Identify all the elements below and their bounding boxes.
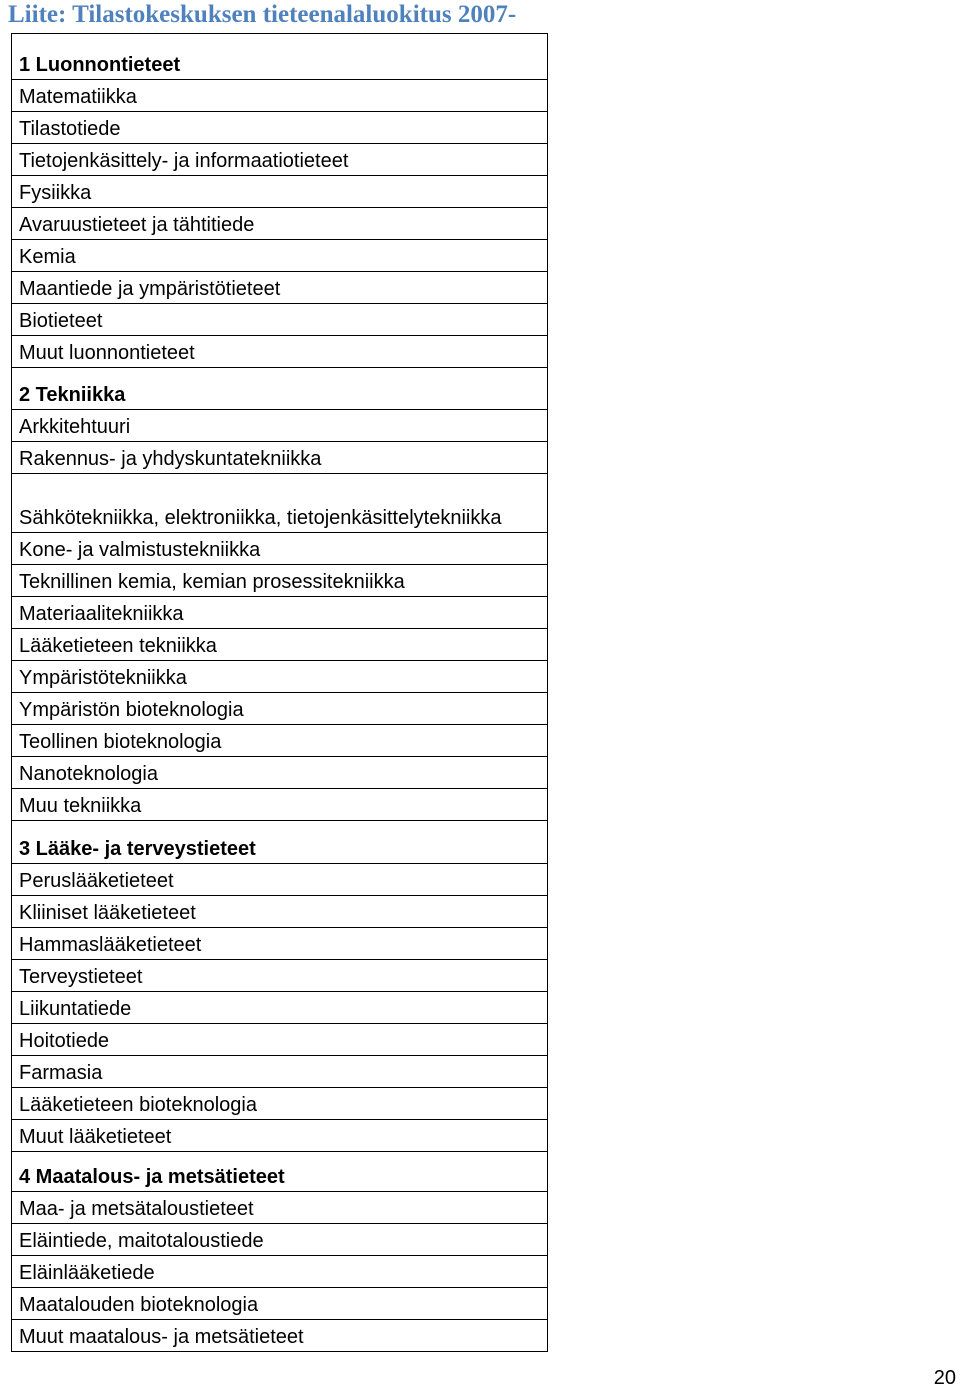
field-name: Farmasia: [12, 1056, 548, 1088]
table-row: [12, 1320, 548, 1352]
field-name: Ympäristötekniikka: [12, 661, 548, 693]
field-name: Maantiede ja ympäristötieteet: [12, 272, 548, 304]
table-row: [12, 1288, 548, 1320]
section-header-row: [12, 821, 548, 864]
table-row: [12, 304, 548, 336]
table-row: [12, 336, 548, 368]
field-name: Liikuntatiede: [12, 992, 548, 1024]
section-title: 3 Lääke- ja terveystieteet: [12, 821, 548, 864]
table-row: [12, 789, 548, 821]
field-name: Muut lääketieteet: [12, 1120, 548, 1152]
field-name: Teknillinen kemia, kemian prosessitekniikka: [12, 565, 548, 597]
section-header-row: [12, 34, 548, 80]
field-name: Tilastotiede: [12, 112, 548, 144]
table-row: [12, 693, 548, 725]
field-name: Lääketieteen tekniikka: [12, 629, 548, 661]
table-row: [12, 1192, 548, 1224]
classification-table: [11, 33, 548, 1352]
table-row: [12, 80, 548, 112]
section-title: 2 Tekniikka: [12, 368, 548, 410]
table-row: [12, 629, 548, 661]
table-row: [12, 112, 548, 144]
table-row: [12, 928, 548, 960]
page-title: Liite: Tilastokeskuksen tieteenalaluokitus 2007-: [8, 1, 517, 28]
field-name: Lääketieteen bioteknologia: [12, 1088, 548, 1120]
field-name: Muut maatalous- ja metsätieteet: [12, 1320, 548, 1352]
field-name: Hammaslääketieteet: [12, 928, 548, 960]
table-row: [12, 960, 548, 992]
section-title: 4 Maatalous- ja metsätieteet: [12, 1152, 548, 1192]
section-header-row: [12, 1152, 548, 1192]
table-row: [12, 896, 548, 928]
field-name: Eläinlääketiede: [12, 1256, 548, 1288]
table-row: [12, 661, 548, 693]
table-row: [12, 725, 548, 757]
field-name: Peruslääketieteet: [12, 864, 548, 896]
table-row: [12, 1120, 548, 1152]
field-name: Teollinen bioteknologia: [12, 725, 548, 757]
table-row: [12, 1024, 548, 1056]
table-row: [12, 757, 548, 789]
field-name: Rakennus- ja yhdyskuntatekniikka: [12, 442, 548, 474]
table-row: [12, 144, 548, 176]
table-row: [12, 1088, 548, 1120]
table-row: [12, 240, 548, 272]
table-row: [12, 272, 548, 304]
table-row: [12, 1224, 548, 1256]
section-header-row: [12, 368, 548, 410]
field-name: Kliiniset lääketieteet: [12, 896, 548, 928]
table-row: [12, 474, 548, 533]
field-name: Maa- ja metsätaloustieteet: [12, 1192, 548, 1224]
table-row: [12, 1256, 548, 1288]
field-name: Hoitotiede: [12, 1024, 548, 1056]
table-row: [12, 1056, 548, 1088]
field-name: Avaruustieteet ja tähtitiede: [12, 208, 548, 240]
field-name: Biotieteet: [12, 304, 548, 336]
field-name: Maatalouden bioteknologia: [12, 1288, 548, 1320]
table-row: [12, 597, 548, 629]
field-name: Fysiikka: [12, 176, 548, 208]
table-row: [12, 410, 548, 442]
field-name: Nanoteknologia: [12, 757, 548, 789]
table-row: [12, 176, 548, 208]
field-name: Muu tekniikka: [12, 789, 548, 821]
field-name: Sähkötekniikka, elektroniikka, tietojenkäsittelytekniikka: [12, 474, 548, 533]
field-name: Kemia: [12, 240, 548, 272]
field-name: Eläintiede, maitotaloustiede: [12, 1224, 548, 1256]
field-name: Tietojenkäsittely- ja informaatiotieteet: [12, 144, 548, 176]
section-title: 1 Luonnontieteet: [12, 34, 548, 80]
field-name: Materiaalitekniikka: [12, 597, 548, 629]
page-number: 20: [933, 1367, 956, 1389]
field-name: Arkkitehtuuri: [12, 410, 548, 442]
field-name: Muut luonnontieteet: [12, 336, 548, 368]
table-row: [12, 565, 548, 597]
field-name: Matematiikka: [12, 80, 548, 112]
table-row: [12, 533, 548, 565]
table-row: [12, 864, 548, 896]
table-row: [12, 208, 548, 240]
field-name: Kone- ja valmistustekniikka: [12, 533, 548, 565]
table-row: [12, 442, 548, 474]
field-name: Ympäristön bioteknologia: [12, 693, 548, 725]
field-name: Terveystieteet: [12, 960, 548, 992]
table-row: [12, 992, 548, 1024]
